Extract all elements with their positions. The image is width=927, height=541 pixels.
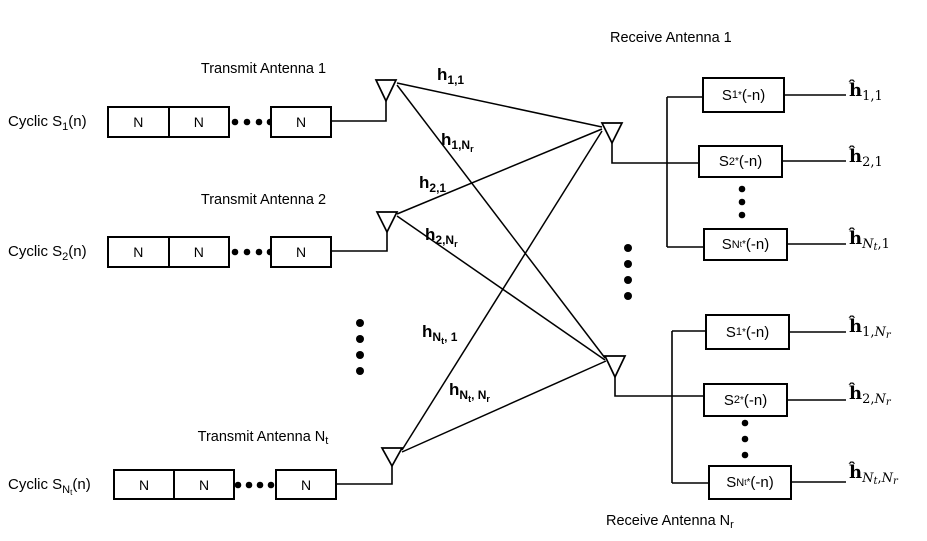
- n-block-last-tx3: N: [275, 469, 337, 500]
- rx1-antenna-wire: [612, 143, 698, 163]
- receive-antenna-1-title: Receive Antenna 1: [610, 30, 732, 46]
- estimate-label-h-nt-nr: $ĥ_{Nt,Nr}$: [849, 462, 898, 487]
- matched-filter-s2-rx1: S 2 * (-n): [698, 145, 783, 178]
- channel-label-h-1-nr: $h_{1,Nr}$: [441, 130, 474, 154]
- cyclic-sequence-label-2: Cyclic $S_2(n)$: [8, 243, 87, 263]
- transmit-antenna-nt-title: Transmit Antenna $N_t$: [197, 429, 329, 447]
- estimate-label-h-2-1: $ĥ_{2,1}$: [849, 146, 883, 170]
- n-block: N: [173, 471, 233, 498]
- tx2-feed-wire: [332, 231, 387, 251]
- transmit-antenna-1-icon: [376, 80, 396, 101]
- n-block: N: [138, 476, 150, 493]
- matched-filter-s2-rx2: S 2 * (-n): [703, 383, 788, 417]
- tx3-feed-wire: [337, 465, 392, 484]
- matched-filter-s1-rx1: S 1 * (-n): [702, 77, 785, 113]
- n-block: N: [168, 108, 229, 136]
- channel-label-h-nt-nr: $h_{Nt, Nr}$: [449, 380, 490, 404]
- n-block-last-tx1: N: [270, 106, 332, 138]
- channel-line-h-2-1: [397, 129, 602, 214]
- n-block: N: [133, 114, 144, 130]
- cyclic-sequence-label-nt: Cyclic $S_{Nt}(n)$: [8, 476, 91, 497]
- n-block: N: [168, 238, 229, 266]
- receive-antenna-nr-icon: [605, 356, 625, 377]
- rx2-antenna-wire: [615, 377, 703, 396]
- matched-filter-snt-rx2: S N t * (-n): [708, 465, 792, 500]
- estimate-label-h-nt-1: $ĥ_{Nt,1}$: [849, 228, 890, 253]
- transmit-wires: [332, 101, 392, 484]
- training-blocks-tx2: [107, 236, 230, 268]
- channel-line-h-1-1: [397, 83, 602, 127]
- estimate-label-h-1-1: $ĥ_{1,1}$: [849, 80, 883, 104]
- matched-filter-snt-rx1: S N t * (-n): [703, 228, 788, 261]
- matched-filter-s1-rx2: S 1 * (-n): [705, 314, 790, 350]
- channel-label-h-1-1: $h_{1,1}$: [437, 65, 465, 87]
- channel-label-h-2-1: $h_{2,1}$: [419, 173, 447, 195]
- training-blocks-tx1: [107, 106, 230, 138]
- receive-antenna-nr-title: Receive Antenna $N_r$: [606, 513, 734, 531]
- channel-lines: [397, 83, 606, 452]
- channel-label-h-nt-1: $h_{Nt, 1}$: [422, 322, 458, 346]
- cyclic-sequence-label-1: Cyclic $S_1(n)$: [8, 113, 87, 133]
- channel-label-h-2-nr: $h_{2,Nr}$: [425, 225, 458, 249]
- estimate-label-h-2-nr: $ĥ_{2,Nr}$: [849, 383, 891, 408]
- transmit-antenna-2-title: Transmit Antenna 2: [200, 192, 327, 208]
- n-block: N: [133, 244, 144, 260]
- channel-line-h-nt-nr: [402, 361, 606, 452]
- tx1-feed-wire: [332, 101, 386, 121]
- receive-antenna-1-icon: [602, 123, 622, 143]
- transmit-antenna-1-title: Transmit Antenna 1: [200, 61, 327, 77]
- transmit-antenna-2-icon: [377, 212, 397, 232]
- training-blocks-tx3: [113, 469, 235, 500]
- transmit-antenna-nt-icon: [382, 448, 402, 466]
- estimate-label-h-1-nr: $ĥ_{1,Nr}$: [849, 316, 891, 341]
- channel-line-h-1-nr: [397, 85, 605, 358]
- n-block-last-tx2: N: [270, 236, 332, 268]
